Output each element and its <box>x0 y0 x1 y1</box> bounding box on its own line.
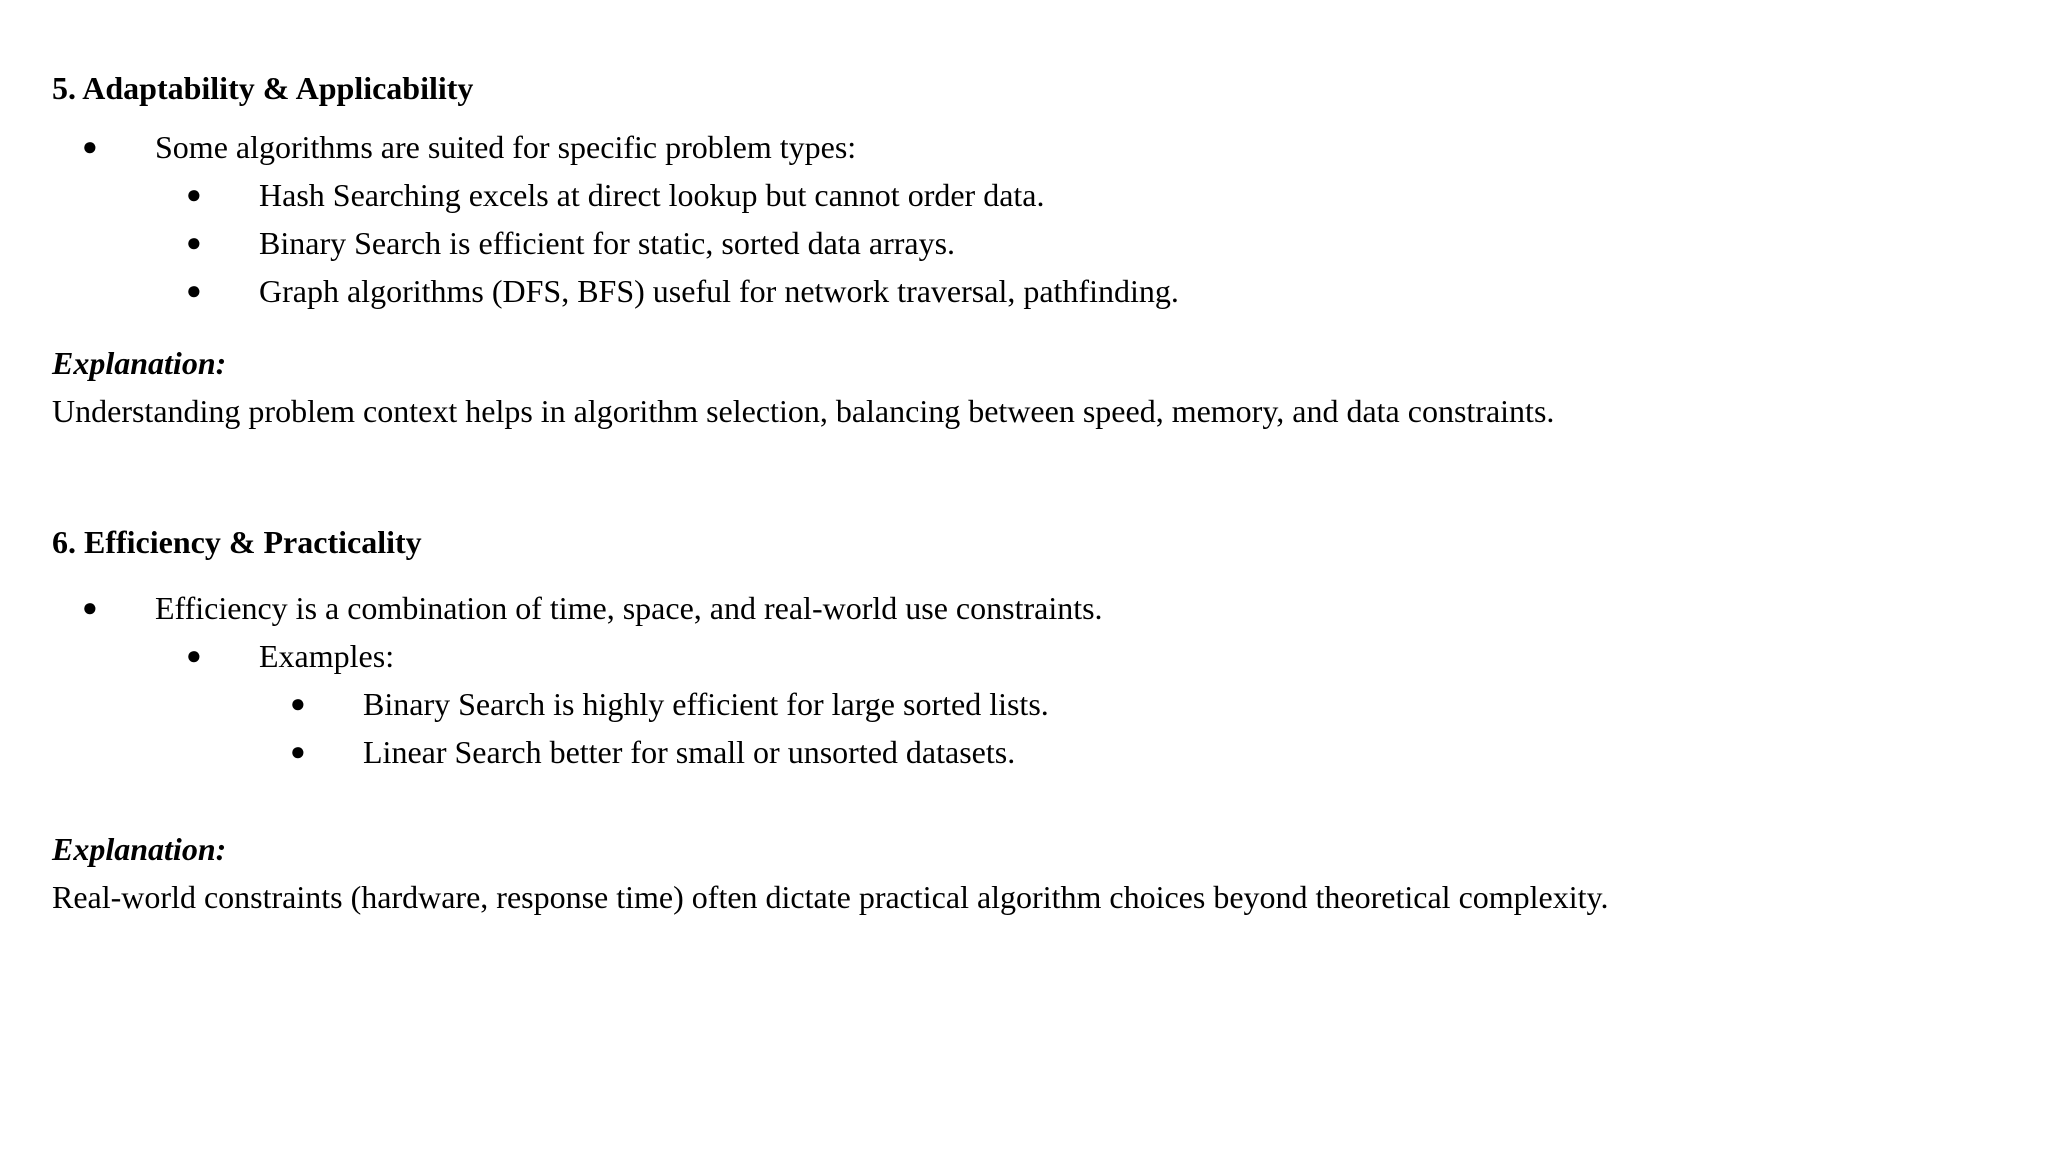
bullet-icon: ● <box>290 737 306 766</box>
bullet-icon: ● <box>186 228 202 257</box>
section-5-bullet: Some algorithms are suited for specific problem types: <box>155 129 857 165</box>
section-6-sub-sub-bullet: Binary Search is highly efficient for large sorted lists. <box>363 686 1049 722</box>
section-6-sub-bullet: Examples: <box>259 638 395 674</box>
section-6-heading: 6. Efficiency & Practicality <box>52 524 422 560</box>
bullet-icon: ● <box>186 180 202 209</box>
section-6-sub-sub-bullet: Linear Search better for small or unsorted datasets. <box>363 734 1016 770</box>
section-5-sub-bullet: Hash Searching excels at direct lookup but cannot order data. <box>259 177 1045 213</box>
bullet-icon: ● <box>290 689 306 718</box>
section-5-sub-bullet: Binary Search is efficient for static, sorted data arrays. <box>259 225 956 261</box>
bullet-icon: ● <box>82 132 98 161</box>
section-5-heading: 5. Adaptability & Applicability <box>52 70 474 106</box>
section-5-explanation-text: Understanding problem context helps in algorithm selection, balancing between speed, memory, and data constraints. <box>52 393 1555 429</box>
section-6-bullet: Efficiency is a combination of time, space, and real-world use constraints. <box>155 590 1103 626</box>
bullet-icon: ● <box>186 641 202 670</box>
section-5-explanation-label: Explanation: <box>52 345 227 381</box>
section-5-sub-bullet: Graph algorithms (DFS, BFS) useful for network traversal, pathfinding. <box>259 273 1179 309</box>
section-6-explanation-label: Explanation: <box>52 831 227 867</box>
section-6-explanation-text: Real-world constraints (hardware, response time) often dictate practical algorithm choices beyond theoretical complexity. <box>52 879 1609 915</box>
bullet-icon: ● <box>186 276 202 305</box>
bullet-icon: ● <box>82 593 98 622</box>
